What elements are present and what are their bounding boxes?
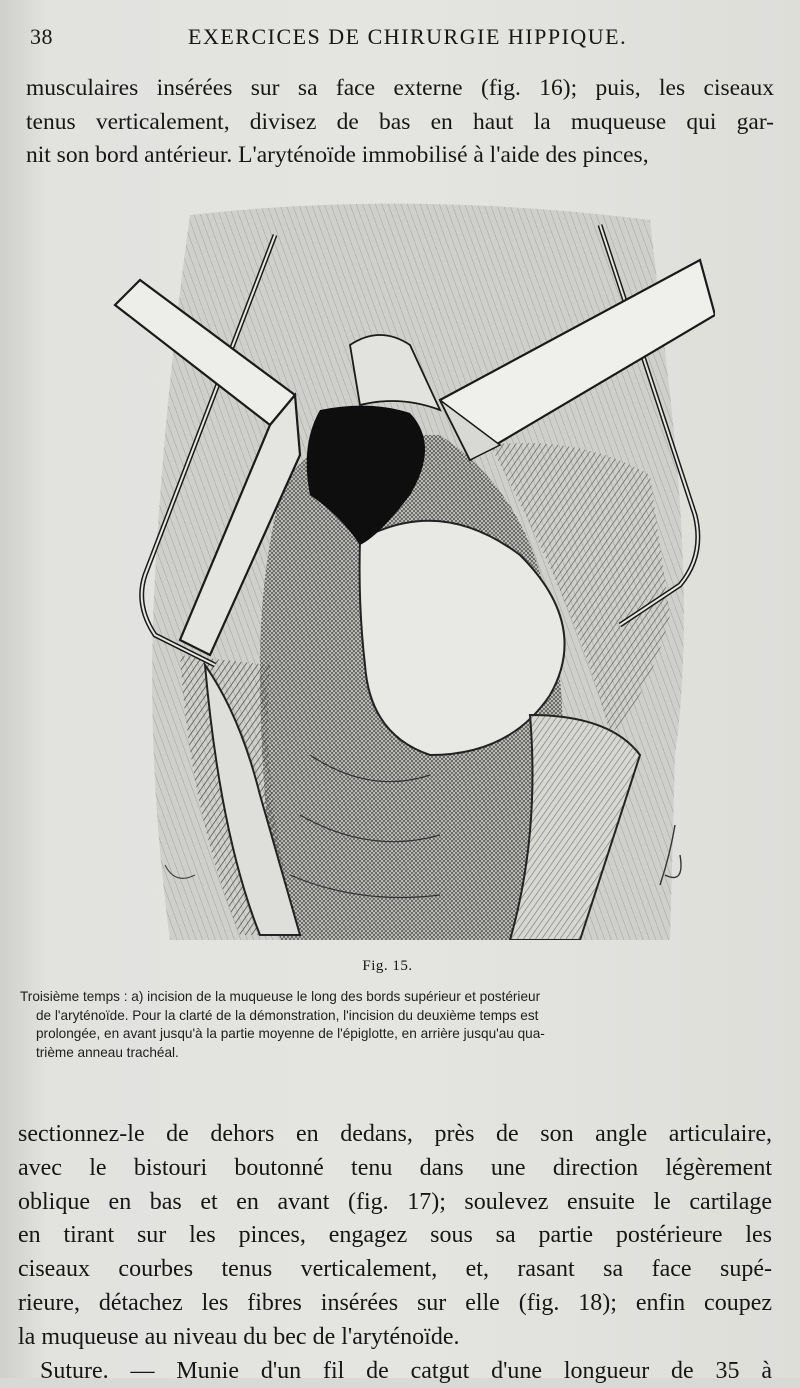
paragraph-line: la muqueuse au niveau du bec de l'aryténoïde. (18, 1323, 460, 1350)
paragraph-line: avec le bistouri boutonné tenu dans une direction légèrement (18, 1154, 772, 1181)
caption-line: trième anneau trachéal. (36, 1044, 179, 1060)
running-head (30, 22, 776, 56)
figure-label: Fig. 15. (362, 958, 413, 974)
paragraph-line: musculaires insérées sur sa face externe (fig. 16); puis, les ciseaux (26, 75, 774, 101)
caption-line: prolongée, en avant jusqu'à la partie moyenne de l'épiglotte, en arrière jusqu'au qua- (36, 1026, 545, 1041)
page-number: 38 (30, 24, 53, 49)
paragraph-line: nit son bord antérieur. L'aryténoïde immobilisé à l'aide des pinces, (26, 142, 649, 168)
top-paragraph (26, 72, 774, 173)
paragraph-line: ciseaux courbes tenus verticalement, et, rasant sa face supé- (18, 1256, 772, 1283)
paragraph-line: en tirant sur les pinces, engagez sous sa partie postérieure les (18, 1222, 772, 1249)
paragraph-line: tenus verticalement, divisez de bas en haut la muqueuse qui gar- (26, 108, 774, 135)
caption-line: Troisième temps : a) incision de la muqueuse le long des bords supérieur et postérieur (20, 989, 541, 1004)
running-title: EXERCICES DE CHIRURGIE HIPPIQUE. (188, 24, 628, 49)
paragraph-line: oblique en bas et en avant (fig. 17); soulevez ensuite le cartilage (18, 1188, 772, 1215)
surgical-illustration (110, 195, 715, 940)
caption-line: de l'aryténoïde. Pour la clarté de la démonstration, l'incision du deuxième temps est (36, 1007, 539, 1023)
paragraph-line: sectionnez-le de dehors en dedans, près de son angle articulaire, (18, 1121, 772, 1147)
paragraph-line: Suture. — Munie d'un fil de catgut d'une longueur de 35 à (40, 1357, 772, 1384)
figure-caption (20, 988, 770, 1062)
bottom-paragraph (18, 1118, 772, 1388)
paragraph-line: rieure, détachez les fibres insérées sur elle (fig. 18); enfin coupez (18, 1289, 772, 1316)
